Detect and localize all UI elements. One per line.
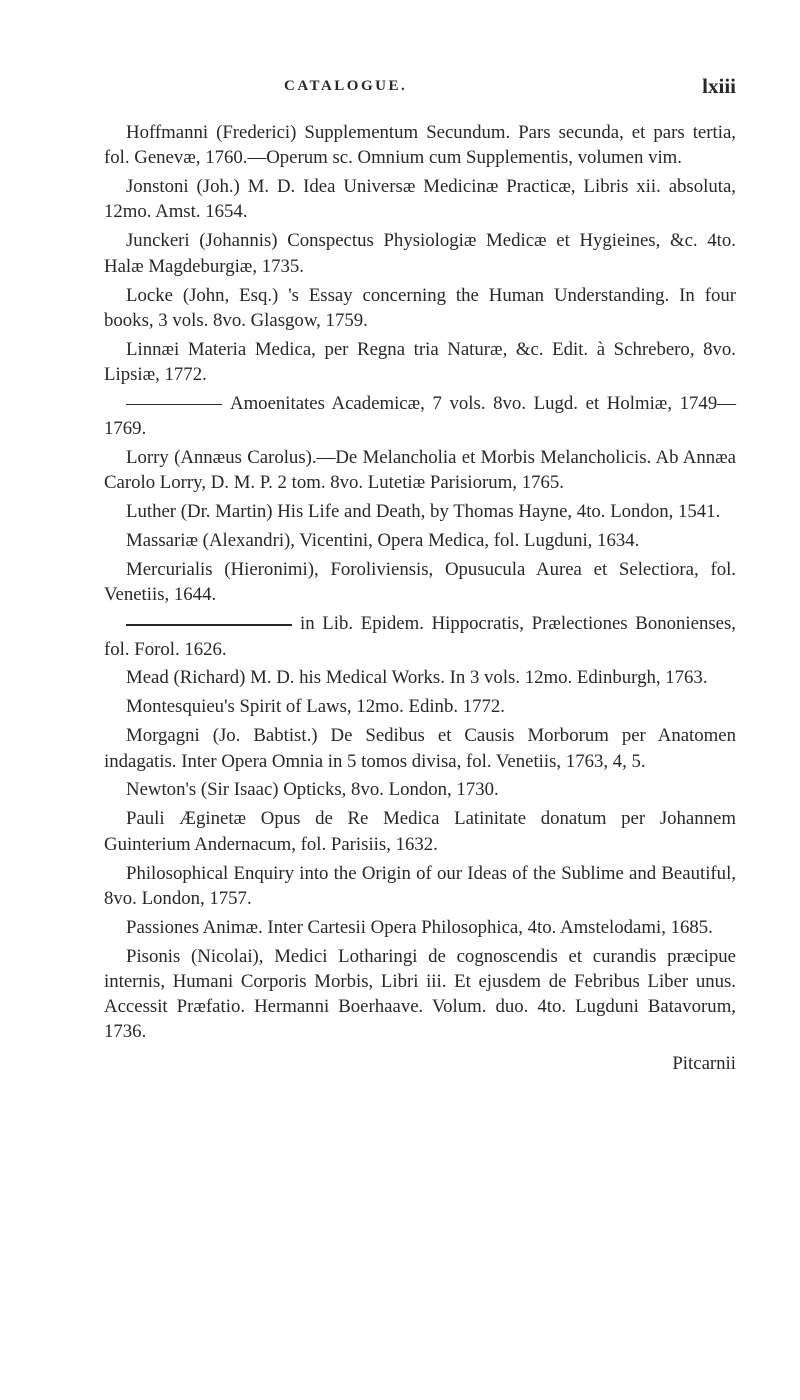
- catalogue-entries: [104, 120, 736, 1045]
- page-number: lxiii: [702, 74, 736, 98]
- catalogue-entry-philosophical-enquiry: Philosophical Enquiry into the Origin of our Ideas of the Sublime and Beautiful, 8vo. London, 1757.: [104, 862, 736, 909]
- catalogue-entry-piso: Pisonis (Nicolai), Medici Lotharingi de cognoscendis et curandis præcipue internis, Humani Corporis Morbis, Libri iii. Et ejusdem de Febribus Liber unus. Accessit Præfatio. Hermanni Boerhaave. Volum. duo. 4to. Lugduni Batavorum, 1736.: [104, 945, 736, 1043]
- catalogue-entry-massaria: Massariæ (Alexandri), Vicentini, Opera Medica, fol. Lugduni, 1634.: [126, 530, 640, 552]
- catalogue-entry-mead: Mead (Richard) M. D. his Medical Works. In 3 vols. 12mo. Edinburgh, 1763.: [126, 667, 708, 689]
- catalogue-entry-mercurialis: Mercurialis (Hieronimi), Foroliviensis, Opusucula Aurea et Selectiora, fol. Venetiis, 1644.: [104, 559, 736, 606]
- catalogue-entry-luther: Luther (Dr. Martin) His Life and Death, by Thomas Hayne, 4to. London, 1541.: [126, 501, 721, 523]
- catalogue-page: [104, 0, 736, 1400]
- catalogue-entry-hoffmann: Hoffmanni (Frederici) Supplementum Secundum. Pars secunda, et pars tertia, fol. Genevæ, 1760.—Operum sc. Omnium cum Supplementis, volumen vim.: [104, 122, 736, 169]
- catalogue-entry-locke: Locke (John, Esq.) 's Essay concerning the Human Understanding. In four books, 3 vols. 8vo. Glasgow, 1759.: [104, 284, 736, 331]
- entry-text: in Lib. Epidem. Hippocratis, Prælectiones Bononienses, fol. Forol. 1626.: [104, 613, 736, 660]
- catalogue-entry-passiones-animae: Passiones Animæ. Inter Cartesii Opera Philosophica, 4to. Amstelodami, 1685.: [126, 916, 713, 938]
- running-head-title: CATALOGUE.: [284, 78, 408, 94]
- entry-text: Amoenitates Academicæ, 7 vols. 8vo. Lugd. et Holmiæ, 1749—1769.: [104, 392, 736, 440]
- catalogue-entry-linnaeus: Linnæi Materia Medica, per Regna tria Naturæ, &c. Edit. à Schrebero, 8vo. Lipsiæ, 1772.: [104, 338, 736, 386]
- catalogue-entry-juncker: Junckeri (Johannis) Conspectus Physiologiæ Medicæ et Hygieines, &c. 4to. Halæ Magdeburgiæ, 1735.: [104, 230, 736, 277]
- running-head: [104, 74, 736, 118]
- ditto-rule: [126, 624, 292, 625]
- catalogue-entry-lorry: Lorry (Annæus Carolus).—De Melancholia et Morbis Melancholicis. Ab Annæa Carolo Lorry, D. M. P. 2 tom. 8vo. Lutetiæ Parisiorum, 1765.: [104, 447, 736, 494]
- catalogue-entry-mercurialis-epidem: [104, 611, 736, 662]
- ditto-rule: [126, 404, 222, 405]
- catchword: Pitcarnii: [672, 1052, 736, 1074]
- catalogue-entry-newton: Newton's (Sir Isaac) Opticks, 8vo. London, 1730.: [126, 779, 499, 801]
- catalogue-entry-jonston: Jonstoni (Joh.) M. D. Idea Universæ Medicinæ Practicæ, Libris xii. absoluta, 12mo. Amst. 1654.: [104, 176, 736, 223]
- catalogue-entry-pauli-aeginetae: Pauli Æginetæ Opus de Re Medica Latinitate donatum per Johannem Guinterium Andernacum, fol. Parisiis, 1632.: [104, 808, 736, 855]
- catalogue-entry-linnaeus-amoenitates: [104, 391, 736, 442]
- catalogue-entry-morgagni: Morgagni (Jo. Babtist.) De Sedibus et Causis Morborum per Anatomen indagatis. Inter Opera Omnia in 5 tomos divisa, fol. Venetiis, 1763, 4, 5.: [104, 725, 736, 772]
- catalogue-entry-montesquieu: Montesquieu's Spirit of Laws, 12mo. Edinb. 1772.: [126, 696, 505, 718]
